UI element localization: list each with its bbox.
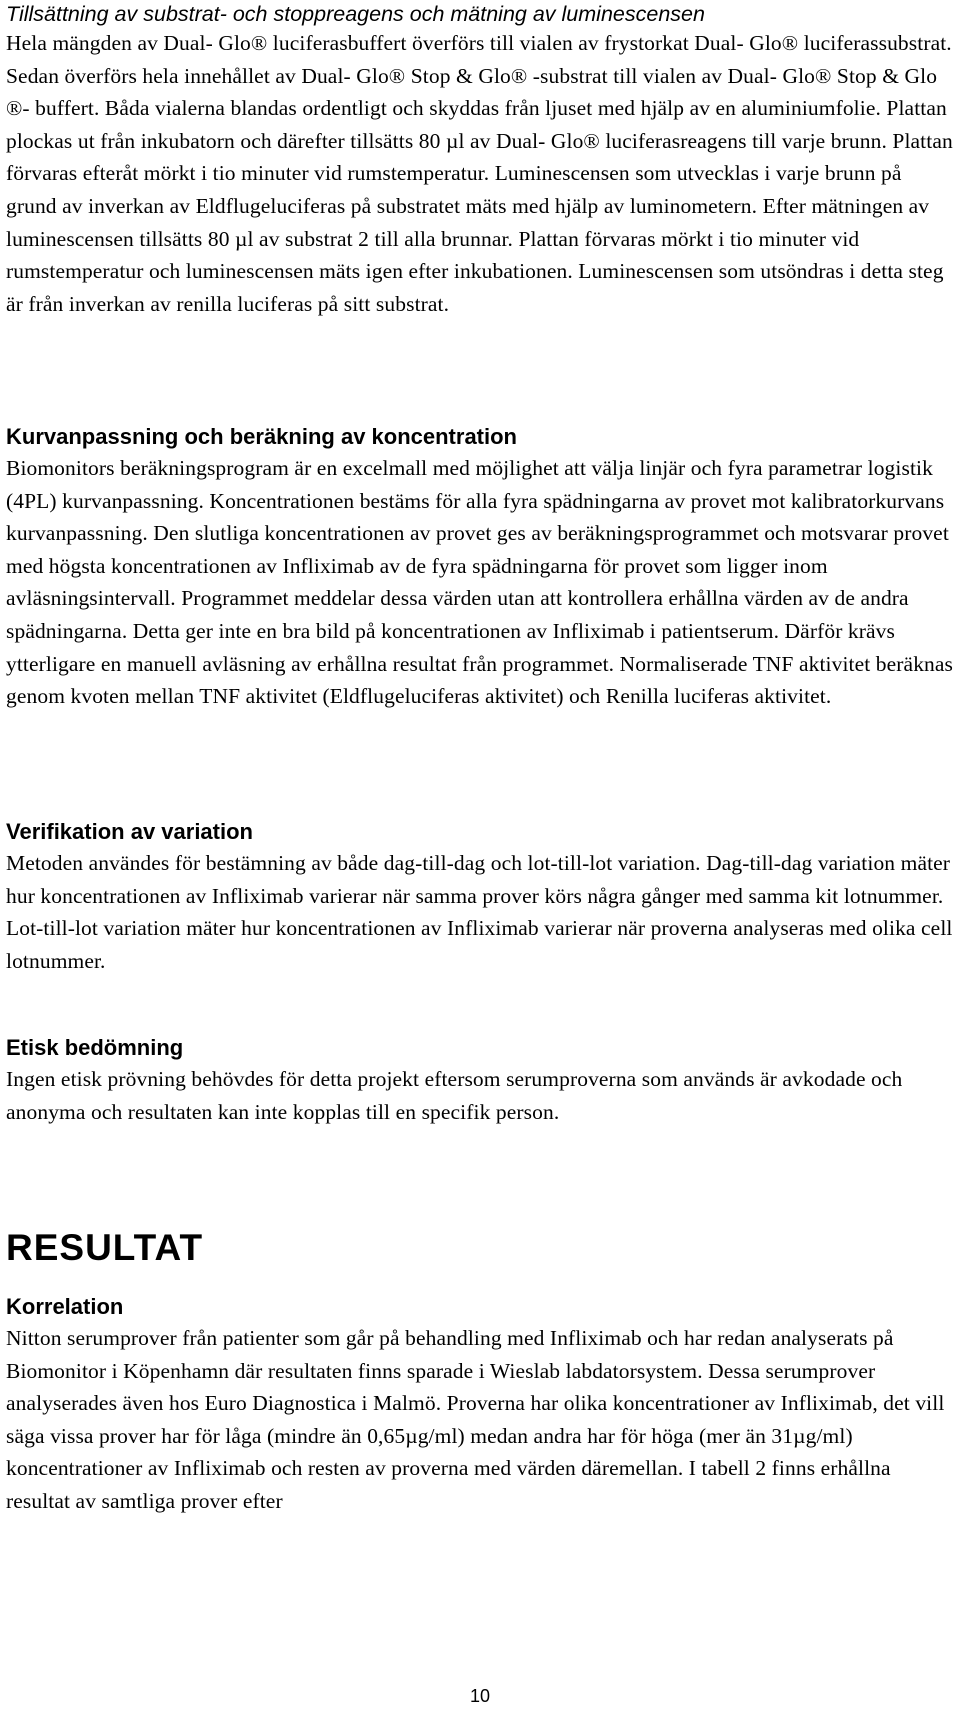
- page-number: 10: [469, 1686, 491, 1706]
- section-etisk: [6, 1033, 954, 1128]
- chapter-heading-resultat: RESULTAT: [6, 1227, 204, 1268]
- section-heading-verifikation: Verifikation av variation: [6, 819, 253, 844]
- section-kurvanpassning: [6, 422, 954, 713]
- paragraph-substrat: Hela mängden av Dual- Glo® luciferasbuffert överförs till vialen av frystorkat Dual- Glo® luciferassubstrat. Sedan överförs hela innehållet av Dual- Glo® Stop & Glo® -substrat till vialen av Dual- Glo® Stop & Glo ®- buffert. Båda vialerna blandas ordentligt och skyddas från ljuset med hjälp av en aluminiumfolie. Plattan plockas ut från inkubatorn och därefter tillsätts 80 µl av Dual- Glo® luciferasreagens till varje brunn. Plattan förvaras efteråt mörkt i tio minuter vid rumstemperatur. Luminescensen som utvecklas i varje brunn på grund av inverkan av Eldflugeluciferas på substratet mäts med hjälp av luminometern. Efter mätningen av luminescensen tillsätts 80 µl av substrat 2 till alla brunnar. Plattan förvaras mörkt i tio minuter vid rumstemperatur och luminescensen mäts igen efter inkubationen. Luminescensen som utsöndras i detta steg är från inverkan av renilla luciferas på sitt substrat.: [6, 31, 953, 316]
- paragraph-korrelation: Nitton serumprover från patienter som går på behandling med Infliximab och har redan analyserats på Biomonitor i Köpenhamn där resultaten finns sparade i Wieslab labdatorsystem. Dessa serumprover analyserades även hos Euro Diagnostica i Malmö. Proverna har olika koncentrationer av Infliximab, det vill säga vissa prover har för låga (mindre än 0,65µg/ml) medan andra har för höga (mer än 31µg/ml) koncentrationer av Infliximab och resten av proverna med värden däremellan. I tabell 2 finns erhållna resultat av samtliga prover efter: [6, 1326, 945, 1513]
- paragraph-kurvanpassning: Biomonitors beräkningsprogram är en excelmall med möjlighet att välja linjär och fyra parametrar logistik (4PL) kurvanpassning. Koncentrationen bestäms för alla fyra spädningarna av provet mot kalibratorkurvans kurvanpassning. Den slutliga koncentrationen av provet ges av beräkningsprogrammet och motsvarar provet med högsta koncentrationen av Infliximab av de fyra spädningarna för provet som ligger inom avläsningsintervall. Programmet meddelar dessa värden utan att kontrollera erhållna värden av de andra spädningarna. Detta ger inte en bra bild på koncentrationen av Infliximab i patientserum. Därför krävs ytterligare en manuell avläsning av erhållna resultat från programmet. Normaliserade TNF aktivitet beräknas genom kvoten mellan TNF aktivitet (Eldflugeluciferas aktivitet) och Renilla luciferas aktivitet.: [6, 456, 953, 709]
- section-substrat: [6, 0, 954, 320]
- paragraph-etisk: Ingen etisk prövning behövdes för detta projekt eftersom serumproverna som används är avkodade och anonyma och resultaten kan inte kopplas till en specifik person.: [6, 1067, 903, 1124]
- section-heading-korrelation: Korrelation: [6, 1294, 124, 1319]
- section-heading-kurvanpassning: Kurvanpassning och beräkning av koncentration: [6, 424, 517, 449]
- section-korrelation: [6, 1292, 954, 1518]
- section-resultat: [6, 1226, 954, 1270]
- section-verifikation: [6, 817, 954, 977]
- paragraph-verifikation: Metoden användes för bestämning av både dag-till-dag och lot-till-lot variation. Dag-till-dag variation mäter hur koncentrationen av Infliximab varierar när samma prover körs några gånger med samma kit lotnummer. Lot-till-lot variation mäter hur koncentrationen av Infliximab varierar när proverna analyseras med olika cell lotnummer.: [6, 851, 953, 973]
- section-heading-etisk: Etisk bedömning: [6, 1035, 184, 1060]
- section-heading-substrat: Tillsättning av substrat- och stoppreagens och mätning av luminescensen: [6, 2, 705, 26]
